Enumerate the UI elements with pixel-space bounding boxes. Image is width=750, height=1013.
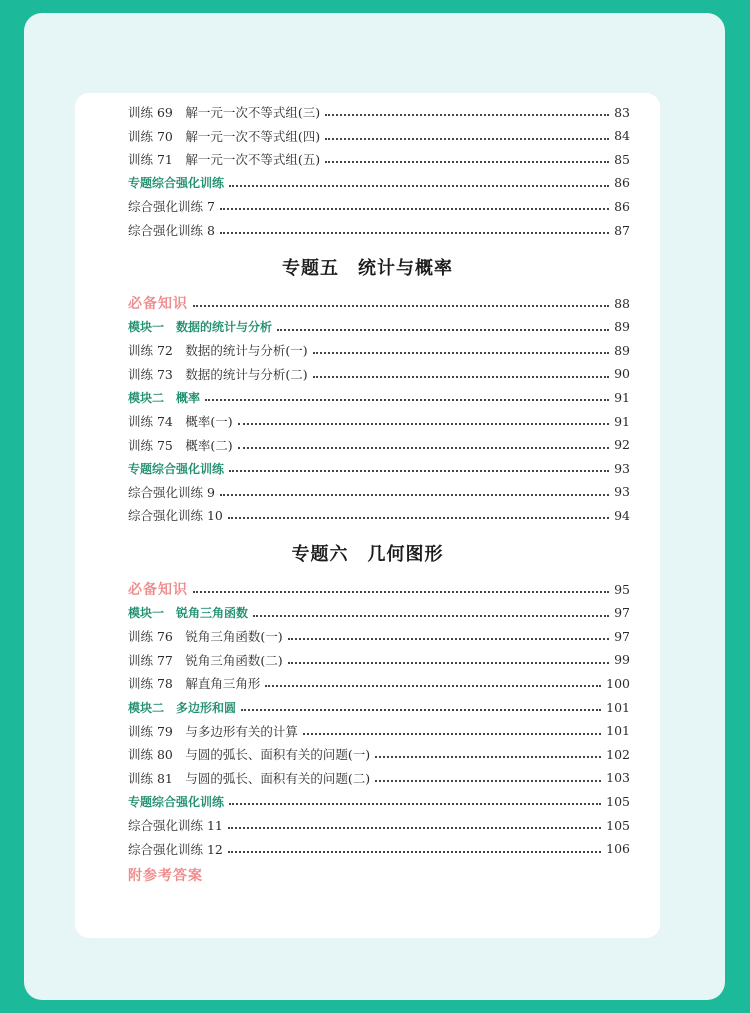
toc-entry-page: 101 <box>606 699 630 715</box>
toc-entry[interactable] <box>128 126 630 146</box>
toc-entry[interactable] <box>128 721 630 741</box>
toc-entry-page: 99 <box>614 652 630 668</box>
toc-entry-page: 95 <box>614 581 630 597</box>
toc-entry-label: 训练 77 锐角三角函数(二) <box>128 652 283 668</box>
toc-entry-label: 综合强化训练 12 <box>128 841 223 857</box>
dot-leader <box>220 482 609 496</box>
toc-entry-label: 训练 73 数据的统计与分析(二) <box>128 366 308 382</box>
dot-leader <box>325 102 609 116</box>
toc-entry[interactable] <box>128 340 630 360</box>
dot-leader <box>325 149 609 163</box>
toc-entry-page: 103 <box>606 770 630 786</box>
dot-leader <box>193 579 609 593</box>
toc-entry-page: 97 <box>614 628 630 644</box>
dot-leader <box>313 340 609 354</box>
toc-entry-page: 85 <box>614 151 630 167</box>
toc-entry-page: 87 <box>614 222 630 238</box>
toc-entry[interactable] <box>128 173 630 193</box>
toc-entry-page: 91 <box>614 389 630 405</box>
section-heading-6: 专题六 几何图形 <box>291 544 444 565</box>
toc-entry[interactable] <box>128 579 630 599</box>
toc-entry[interactable] <box>128 768 630 788</box>
toc-appendix-label: 附参考答案 <box>128 868 203 884</box>
toc-entry[interactable] <box>128 387 630 407</box>
toc-entry-label: 训练 71 解一元一次不等式组(五) <box>128 152 321 168</box>
toc-entry-label: 综合强化训练 8 <box>128 223 215 238</box>
toc-entry-label: 模块一 数据的统计与分析 <box>128 320 273 335</box>
toc-entry[interactable] <box>128 791 630 811</box>
toc-entry-label: 训练 74 概率(一) <box>128 414 233 429</box>
dot-leader <box>325 126 609 140</box>
toc-entry[interactable] <box>128 603 630 623</box>
toc-entry-label: 模块一 锐角三角函数 <box>128 606 249 621</box>
dot-leader <box>241 697 601 711</box>
dot-leader <box>303 721 601 735</box>
dot-leader <box>229 791 601 805</box>
toc-entry-label: 训练 72 数据的统计与分析(一) <box>128 343 308 359</box>
toc-entry-page: 83 <box>614 104 630 120</box>
toc-entry-label: 训练 75 概率(二) <box>128 437 233 453</box>
toc-entry-page: 97 <box>614 605 630 621</box>
dot-leader <box>288 626 609 640</box>
toc-entry-label: 训练 69 解一元一次不等式组(三) <box>128 105 321 120</box>
toc-entry-page: 100 <box>606 675 630 691</box>
toc-entry-label: 综合强化训练 11 <box>128 818 223 833</box>
toc-entry[interactable] <box>128 435 630 455</box>
toc-entry[interactable] <box>128 697 630 717</box>
toc-entry[interactable] <box>128 458 630 478</box>
toc-entry-page: 89 <box>614 342 630 358</box>
toc-entry[interactable] <box>128 673 630 693</box>
dot-leader <box>253 603 609 617</box>
dot-leader <box>205 387 609 401</box>
section-heading-5: 专题五 统计与概率 <box>282 258 453 279</box>
toc-entry-label: 训练 81 与圆的弧长、面积有关的问题(二) <box>128 770 371 786</box>
toc-entry-page: 89 <box>614 319 630 335</box>
dot-leader <box>277 317 609 331</box>
dot-leader <box>265 673 601 687</box>
dot-leader <box>228 505 609 519</box>
toc-entry[interactable] <box>128 102 630 122</box>
toc-entry-label: 训练 79 与多边形有关的计算 <box>128 723 298 739</box>
toc-entry[interactable] <box>128 505 630 525</box>
toc-entry[interactable] <box>128 839 630 859</box>
toc-entry-page: 106 <box>606 841 630 857</box>
toc-entry-page: 92 <box>614 437 630 453</box>
toc-entry-label: 训练 80 与圆的弧长、面积有关的问题(一) <box>128 747 371 763</box>
toc-entry-label: 必备知识 <box>128 296 188 312</box>
toc-entry[interactable] <box>128 364 630 384</box>
dot-leader <box>220 220 609 234</box>
toc-entry-page: 84 <box>614 128 630 144</box>
toc-entry[interactable] <box>128 650 630 670</box>
toc-entry-label: 模块二 多边形和圆 <box>128 700 237 715</box>
toc-entry[interactable] <box>128 293 630 313</box>
toc-entry-page: 105 <box>606 817 630 833</box>
toc-entry-label: 训练 78 解直角三角形 <box>128 676 261 692</box>
toc-entry[interactable] <box>128 411 630 431</box>
toc-entry-label: 必备知识 <box>128 582 188 598</box>
toc-entry-page: 102 <box>606 746 630 762</box>
dot-leader <box>375 768 601 782</box>
toc-entry-page: 86 <box>614 175 630 191</box>
toc-appendix[interactable] <box>128 865 630 885</box>
dot-leader <box>229 173 609 187</box>
dot-leader <box>228 815 601 829</box>
toc-entry-page: 105 <box>606 793 630 809</box>
toc-entry-page: 91 <box>614 413 630 429</box>
toc-entry[interactable] <box>128 220 630 240</box>
dot-leader <box>313 364 609 378</box>
toc-entry-label: 模块二 概率 <box>128 390 201 405</box>
toc-entry-label: 专题综合强化训练 <box>128 794 225 809</box>
dot-leader <box>193 293 609 307</box>
toc-entry[interactable] <box>128 744 630 764</box>
dot-leader <box>228 839 601 853</box>
toc-entry-label: 专题综合强化训练 <box>128 461 225 476</box>
toc-entry-label: 综合强化训练 10 <box>128 508 223 524</box>
toc-entry-page: 101 <box>606 723 630 739</box>
dot-leader <box>238 435 609 449</box>
toc-entry[interactable] <box>128 317 630 337</box>
toc-entry[interactable] <box>128 149 630 169</box>
toc-entry[interactable] <box>128 815 630 835</box>
toc-entry-page: 86 <box>614 198 630 214</box>
toc-entry-page: 90 <box>614 366 630 382</box>
toc-entry-page: 93 <box>614 460 630 476</box>
toc-entry-label: 综合强化训练 9 <box>128 484 215 500</box>
toc-entry-label: 专题综合强化训练 <box>128 176 225 191</box>
toc-entry-page: 93 <box>614 484 630 500</box>
dot-leader <box>288 650 609 664</box>
toc-entry-label: 训练 70 解一元一次不等式组(四) <box>128 128 321 144</box>
toc-entry[interactable] <box>128 196 630 216</box>
toc-entry-page: 88 <box>614 295 630 311</box>
dot-leader <box>229 458 609 472</box>
toc-entry[interactable] <box>128 626 630 646</box>
toc-entry-label: 综合强化训练 7 <box>128 199 215 215</box>
toc-entry-label: 训练 76 锐角三角函数(一) <box>128 629 283 645</box>
dot-leader <box>238 411 609 425</box>
toc-entry-page: 94 <box>614 507 630 523</box>
toc-entry[interactable] <box>128 482 630 502</box>
dot-leader <box>375 744 601 758</box>
dot-leader <box>220 196 609 210</box>
